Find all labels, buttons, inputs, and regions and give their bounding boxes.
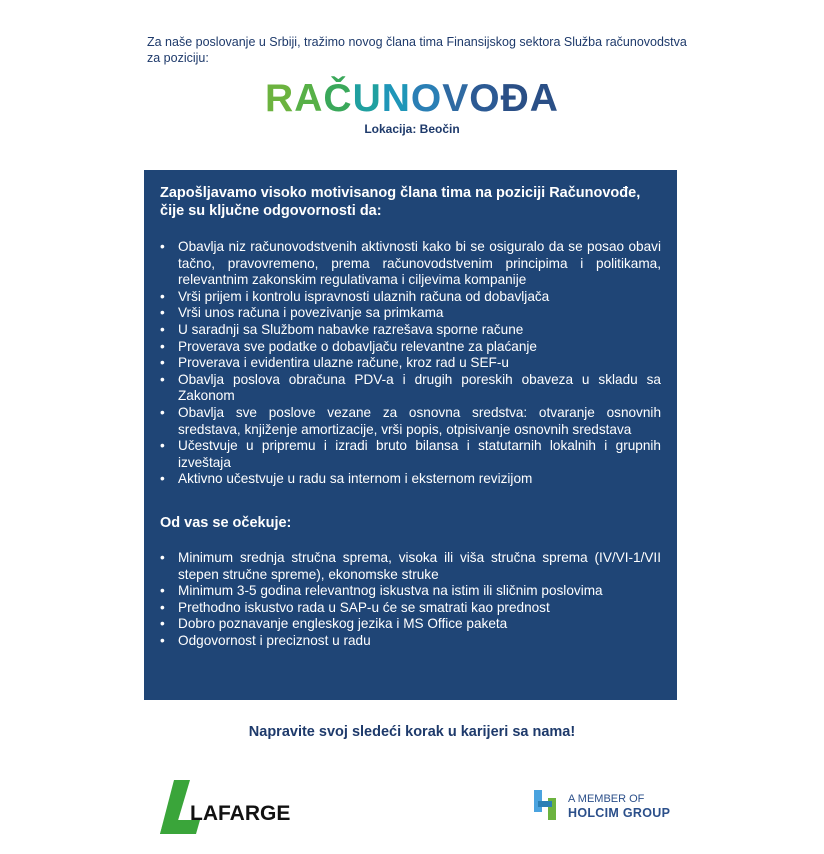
title-letter: Č [323, 77, 353, 120]
holcim-group-line: HOLCIM GROUP [568, 806, 671, 820]
list-item: • Vrši unos računa i povezivanje sa primkama [160, 305, 661, 322]
title-letter: U [352, 77, 382, 120]
holcim-icon [530, 788, 562, 822]
list-item: • Minimum srednja stručna sprema, visoka ili viša stručna sprema (IV/VI-1/VII stepen stručne spreme), ekonomske struke [160, 550, 661, 583]
title-letter: A [294, 77, 324, 120]
title-letter: R [265, 77, 295, 120]
location-label: Lokacija: Beočin [364, 122, 460, 136]
title-letter: N [381, 77, 411, 120]
list-item: • Prethodno iskustvo rada u SAP-u će se smatrati kao prednost [160, 600, 661, 617]
list-item: • Vrši prijem i kontrolu ispravnosti ulaznih računa od dobavljača [160, 289, 661, 306]
lafarge-logo [160, 778, 320, 836]
job-title [0, 78, 824, 120]
list-item: • Obavlja sve poslove vezane za osnovna sredstva: otvaranje osnovnih sredstava, knjiženje amortizacije, vrši popis, otpisivanje osnovnih sredstava [160, 405, 661, 438]
list-item: • Aktivno učestvuje u radu sa internom i eksternom revizijom [160, 471, 661, 488]
title-letter: O [469, 77, 501, 120]
lafarge-wordmark: LAFARGE [190, 802, 291, 825]
list-item: • Obavlja niz računovodstvenih aktivnosti kako bi se osiguralo da se posao obavi tačno, pravovremeno, prema računovodstvenim principima i politikama, relevantnim zakonskim regulativama i ciljevima kompanije [160, 239, 661, 289]
call-to-action: Napravite svoj sledeći korak u karijeri sa nama! [248, 724, 576, 740]
responsibilities-heading: Zapošljavamo visoko motivisanog člana tima na poziciji Računovođe, čije su ključne odgovornosti da: [160, 185, 641, 219]
list-item: • Odgovornost i preciznost u radu [160, 633, 661, 650]
title-letter: V [442, 77, 470, 120]
list-item: • Proverava i evidentira ulazne račune, kroz rad u SEF-u [160, 355, 661, 372]
job-description-panel [144, 170, 677, 700]
holcim-member-badge [530, 788, 690, 824]
list-item: • Učestvuje u pripremu i izradi bruto bilansa i statutarnih lokalnih i grupnih izveštaja [160, 438, 661, 471]
title-letter: O [410, 77, 443, 120]
holcim-member-line: A MEMBER OF [568, 793, 645, 805]
list-item: • Obavlja poslova obračuna PDV-a i drugih poreskih obaveza u skladu sa Zakonom [160, 372, 661, 405]
list-item: • U saradnji sa Službom nabavke razrešava sporne račune [160, 322, 661, 339]
list-item: • Minimum 3-5 godina relevantnog iskustva na istim ili sličnim poslovima [160, 583, 661, 600]
requirements-list [160, 550, 661, 650]
list-item: • Proverava sve podatke o dobavljaču relevantne za plaćanje [160, 339, 661, 356]
intro-text: Za naše poslovanje u Srbiji, tražimo novog člana tima Finansijskog sektora Služba računovodstva za poziciju: [147, 35, 687, 65]
responsibilities-list [160, 239, 661, 488]
requirements-heading: Od vas se očekuje: [160, 514, 292, 531]
title-letter: A [529, 77, 559, 120]
title-letter: Đ [500, 77, 530, 120]
list-item: • Dobro poznavanje engleskog jezika i MS Office paketa [160, 616, 661, 633]
